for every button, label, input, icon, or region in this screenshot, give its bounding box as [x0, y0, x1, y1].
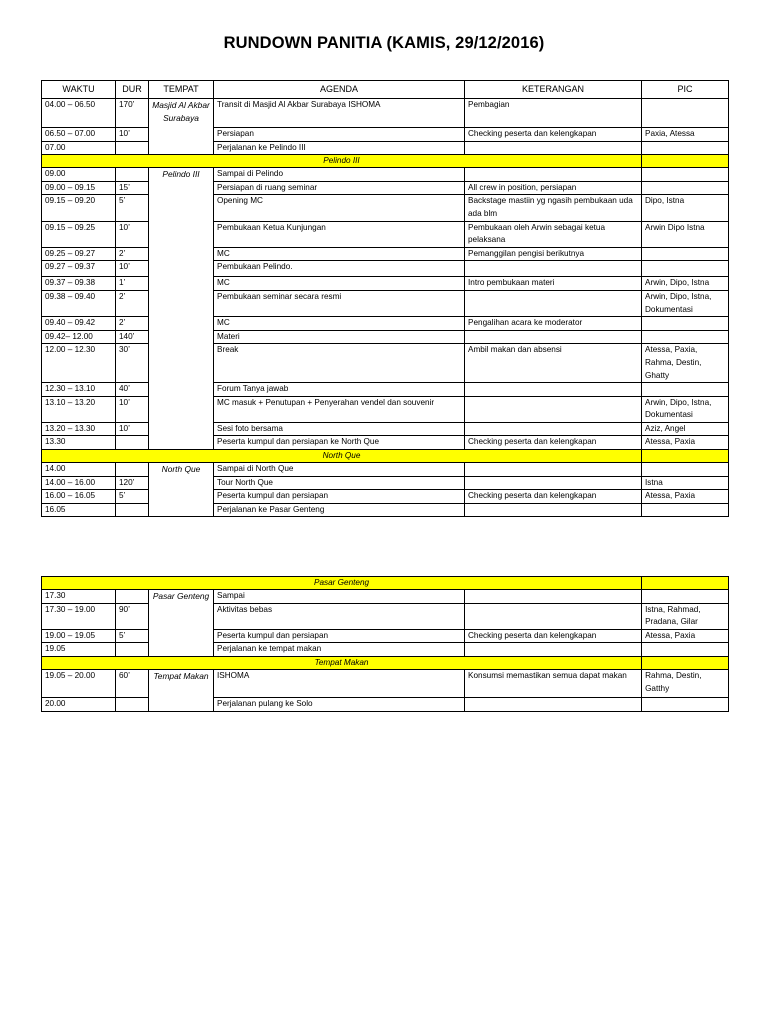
cell-keterangan: Intro pembukaan materi — [465, 277, 642, 291]
cell-pic — [642, 247, 729, 261]
place-tempat-makan: Tempat Makan — [149, 669, 214, 711]
table-row — [42, 247, 729, 261]
cell-pic — [642, 697, 729, 711]
section-row-tempat-makan — [42, 656, 729, 669]
cell-agenda: MC masuk + Penutupan + Penyerahan vendel dan souvenir — [214, 396, 465, 422]
cell-dur — [116, 643, 149, 657]
cell-pic — [642, 383, 729, 397]
cell-keterangan — [465, 141, 642, 155]
cell-dur: 10’ — [116, 128, 149, 142]
cell-waktu: 19.05 — [42, 643, 116, 657]
table-row — [42, 261, 729, 277]
place-pasar: Pasar Genteng — [149, 590, 214, 657]
cell-waktu: 09.27 – 09.37 — [42, 261, 116, 277]
cell-dur: 10’ — [116, 261, 149, 277]
cell-waktu: 09.15 – 09.20 — [42, 195, 116, 221]
cell-pic: Atessa, Paxia, Rahma, Destin, Ghatty — [642, 344, 729, 383]
table-row — [42, 697, 729, 711]
page-title: RUNDOWN PANITIA (KAMIS, 29/12/2016) — [223, 34, 545, 52]
cell-agenda: Perjalanan ke tempat makan — [214, 643, 465, 657]
table-row — [42, 383, 729, 397]
table-row — [42, 603, 729, 629]
cell-keterangan — [465, 422, 642, 436]
cell-agenda: Sesi foto bersama — [214, 422, 465, 436]
cell-agenda: Opening MC — [214, 195, 465, 221]
header-pic: PIC — [642, 81, 729, 99]
cell-keterangan: Checking peserta dan kelengkapan — [465, 436, 642, 450]
cell-waktu: 09.00 — [42, 168, 116, 182]
cell-agenda: Aktivitas bebas — [214, 603, 465, 629]
cell-agenda: MC — [214, 247, 465, 261]
section-pic-cell — [642, 155, 729, 168]
table-row — [42, 221, 729, 247]
section-pic-cell — [642, 450, 729, 463]
cell-pic: Rahma, Destin, Gatthy — [642, 669, 729, 697]
cell-waktu: 13.30 — [42, 436, 116, 450]
cell-dur: 10’ — [116, 221, 149, 247]
table-row — [42, 490, 729, 504]
cell-keterangan: Ambil makan dan absensi — [465, 344, 642, 383]
cell-waktu: 16.00 – 16.05 — [42, 490, 116, 504]
cell-agenda: Sampai di North Que — [214, 463, 465, 477]
cell-waktu: 17.30 — [42, 590, 116, 604]
cell-waktu: 14.00 — [42, 463, 116, 477]
table-row — [42, 317, 729, 331]
cell-dur: 2’ — [116, 247, 149, 261]
cell-waktu: 19.05 – 20.00 — [42, 669, 116, 697]
place-pelindo: Pelindo III — [149, 168, 214, 450]
cell-keterangan: Checking peserta dan kelengkapan — [465, 629, 642, 643]
cell-keterangan: Pembukaan oleh Arwin sebagai ketua pelaksana — [465, 221, 642, 247]
cell-waktu: 06.50 – 07.00 — [42, 128, 116, 142]
table-row — [42, 396, 729, 422]
cell-pic: Arwin, Dipo, Istna, Dokumentasi — [642, 396, 729, 422]
cell-dur: 170’ — [116, 99, 149, 128]
cell-dur — [116, 436, 149, 450]
cell-dur — [116, 590, 149, 604]
cell-keterangan — [465, 463, 642, 477]
table-row — [42, 629, 729, 643]
cell-waktu: 12.30 – 13.10 — [42, 383, 116, 397]
table-row — [42, 195, 729, 221]
cell-pic — [642, 99, 729, 128]
rundown-table-main — [41, 80, 729, 517]
cell-waktu: 20.00 — [42, 697, 116, 711]
cell-keterangan — [465, 697, 642, 711]
place-masjid: Masjid Al Akbar Surabaya — [149, 99, 214, 155]
table-row — [42, 141, 729, 155]
cell-agenda: MC — [214, 277, 465, 291]
cell-pic — [642, 141, 729, 155]
cell-agenda: Forum Tanya jawab — [214, 383, 465, 397]
cell-dur: 60’ — [116, 669, 149, 697]
cell-dur: 2’ — [116, 290, 149, 316]
cell-pic: Atessa, Paxia — [642, 436, 729, 450]
cell-pic: Arwin, Dipo, Istna — [642, 277, 729, 291]
cell-keterangan: Pembagian — [465, 99, 642, 128]
cell-dur: 10’ — [116, 396, 149, 422]
cell-keterangan — [465, 261, 642, 277]
cell-dur — [116, 168, 149, 182]
cell-waktu: 09.37 – 09.38 — [42, 277, 116, 291]
cell-waktu: 09.40 – 09.42 — [42, 317, 116, 331]
cell-waktu: 13.20 – 13.30 — [42, 422, 116, 436]
cell-dur: 5’ — [116, 490, 149, 504]
cell-agenda: Sampai di Pelindo — [214, 168, 465, 182]
cell-waktu: 12.00 – 12.30 — [42, 344, 116, 383]
table-row — [42, 463, 729, 477]
cell-agenda: Transit di Masjid Al Akbar Surabaya ISHOMA — [214, 99, 465, 128]
table-row — [42, 344, 729, 383]
cell-pic: Aziz, Angel — [642, 422, 729, 436]
table-row — [42, 669, 729, 697]
cell-keterangan: Pemanggilan pengisi berikutnya — [465, 247, 642, 261]
table-row — [42, 277, 729, 291]
cell-waktu: 09.42– 12.00 — [42, 330, 116, 344]
cell-keterangan — [465, 603, 642, 629]
cell-pic: Paxia, Atessa — [642, 128, 729, 142]
cell-keterangan — [465, 330, 642, 344]
cell-waktu: 09.00 – 09.15 — [42, 181, 116, 195]
cell-agenda: Pembukaan Pelindo. — [214, 261, 465, 277]
table-header-row — [42, 81, 729, 99]
table-row — [42, 99, 729, 128]
cell-agenda: Perjalanan ke Pasar Genteng — [214, 503, 465, 517]
cell-waktu: 04.00 – 06.50 — [42, 99, 116, 128]
cell-keterangan — [465, 503, 642, 517]
cell-keterangan: Checking peserta dan kelengkapan — [465, 490, 642, 504]
cell-pic: Arwin Dipo Istna — [642, 221, 729, 247]
header-keterangan: KETERANGAN — [465, 81, 642, 99]
cell-dur: 140’ — [116, 330, 149, 344]
cell-keterangan — [465, 168, 642, 182]
cell-keterangan — [465, 643, 642, 657]
section-row-northque — [42, 450, 729, 463]
section-title: Tempat Makan — [42, 656, 642, 669]
table-row — [42, 330, 729, 344]
table-row — [42, 181, 729, 195]
table-row — [42, 590, 729, 604]
cell-agenda: Peserta kumpul dan persiapan — [214, 629, 465, 643]
cell-pic: Dipo, Istna — [642, 195, 729, 221]
cell-pic — [642, 261, 729, 277]
cell-pic: Atessa, Paxia — [642, 629, 729, 643]
table-row — [42, 422, 729, 436]
cell-waktu: 07.00 — [42, 141, 116, 155]
cell-dur: 90’ — [116, 603, 149, 629]
cell-waktu: 14.00 – 16.00 — [42, 476, 116, 490]
header-dur: DUR — [116, 81, 149, 99]
header-tempat: TEMPAT — [149, 81, 214, 99]
section-title: Pelindo III — [42, 155, 642, 168]
section-row-pelindo — [42, 155, 729, 168]
cell-dur: 1’ — [116, 277, 149, 291]
section-title: Pasar Genteng — [42, 577, 642, 590]
cell-keterangan: Konsumsi memastikan semua dapat makan — [465, 669, 642, 697]
cell-agenda: Peserta kumpul dan persiapan — [214, 490, 465, 504]
cell-agenda: Persiapan di ruang seminar — [214, 181, 465, 195]
cell-agenda: Perjalanan ke Pelindo III — [214, 141, 465, 155]
cell-keterangan: All crew in position, persiapan — [465, 181, 642, 195]
cell-dur: 10’ — [116, 422, 149, 436]
table-row — [42, 290, 729, 316]
cell-dur — [116, 697, 149, 711]
cell-agenda: Perjalanan pulang ke Solo — [214, 697, 465, 711]
cell-agenda: Tour North Que — [214, 476, 465, 490]
cell-dur: 2’ — [116, 317, 149, 331]
cell-dur — [116, 463, 149, 477]
cell-pic — [642, 503, 729, 517]
section-row-pasar — [42, 577, 729, 590]
cell-agenda: MC — [214, 317, 465, 331]
cell-pic: Atessa, Paxia — [642, 490, 729, 504]
cell-agenda: Peserta kumpul dan persiapan ke North Que — [214, 436, 465, 450]
place-northque: North Que — [149, 463, 214, 517]
cell-waktu: 13.10 – 13.20 — [42, 396, 116, 422]
cell-agenda: Pembukaan Ketua Kunjungan — [214, 221, 465, 247]
cell-agenda: Break — [214, 344, 465, 383]
cell-waktu: 16.05 — [42, 503, 116, 517]
cell-keterangan — [465, 476, 642, 490]
cell-agenda: Sampai — [214, 590, 465, 604]
cell-keterangan: Checking peserta dan kelengkapan — [465, 128, 642, 142]
cell-dur: 120’ — [116, 476, 149, 490]
cell-keterangan: Backstage mastiin yg ngasih pembukaan uda ada blm — [465, 195, 642, 221]
cell-pic — [642, 181, 729, 195]
cell-dur: 5’ — [116, 629, 149, 643]
cell-waktu: 17.30 – 19.00 — [42, 603, 116, 629]
cell-keterangan — [465, 396, 642, 422]
cell-keterangan — [465, 290, 642, 316]
cell-keterangan — [465, 383, 642, 397]
cell-dur: 5’ — [116, 195, 149, 221]
table-row — [42, 643, 729, 657]
cell-agenda: ISHOMA — [214, 669, 465, 697]
header-waktu: WAKTU — [42, 81, 116, 99]
cell-keterangan: Pengalihan acara ke moderator — [465, 317, 642, 331]
cell-pic: Arwin, Dipo, Istna, Dokumentasi — [642, 290, 729, 316]
table-row — [42, 436, 729, 450]
table-row — [42, 503, 729, 517]
cell-pic — [642, 168, 729, 182]
cell-waktu: 19.00 – 19.05 — [42, 629, 116, 643]
cell-pic — [642, 590, 729, 604]
table-row — [42, 128, 729, 142]
cell-agenda: Pembukaan seminar secara resmi — [214, 290, 465, 316]
cell-agenda: Persiapan — [214, 128, 465, 142]
cell-pic: Istna, Rahmad, Pradana, Gilar — [642, 603, 729, 629]
cell-waktu: 09.38 – 09.40 — [42, 290, 116, 316]
cell-dur — [116, 503, 149, 517]
section-pic-cell — [642, 577, 729, 590]
cell-pic — [642, 330, 729, 344]
cell-keterangan — [465, 590, 642, 604]
cell-pic — [642, 317, 729, 331]
table-row — [42, 476, 729, 490]
cell-waktu: 09.15 – 09.25 — [42, 221, 116, 247]
cell-pic: Istna — [642, 476, 729, 490]
cell-dur — [116, 141, 149, 155]
cell-pic — [642, 463, 729, 477]
section-pic-cell — [642, 656, 729, 669]
cell-dur: 30’ — [116, 344, 149, 383]
cell-dur: 40’ — [116, 383, 149, 397]
cell-waktu: 09.25 – 09.27 — [42, 247, 116, 261]
section-title: North Que — [42, 450, 642, 463]
header-agenda: AGENDA — [214, 81, 465, 99]
cell-pic — [642, 643, 729, 657]
cell-agenda: Materi — [214, 330, 465, 344]
table-row — [42, 168, 729, 182]
cell-dur: 15’ — [116, 181, 149, 195]
rundown-table-evening — [41, 576, 729, 712]
